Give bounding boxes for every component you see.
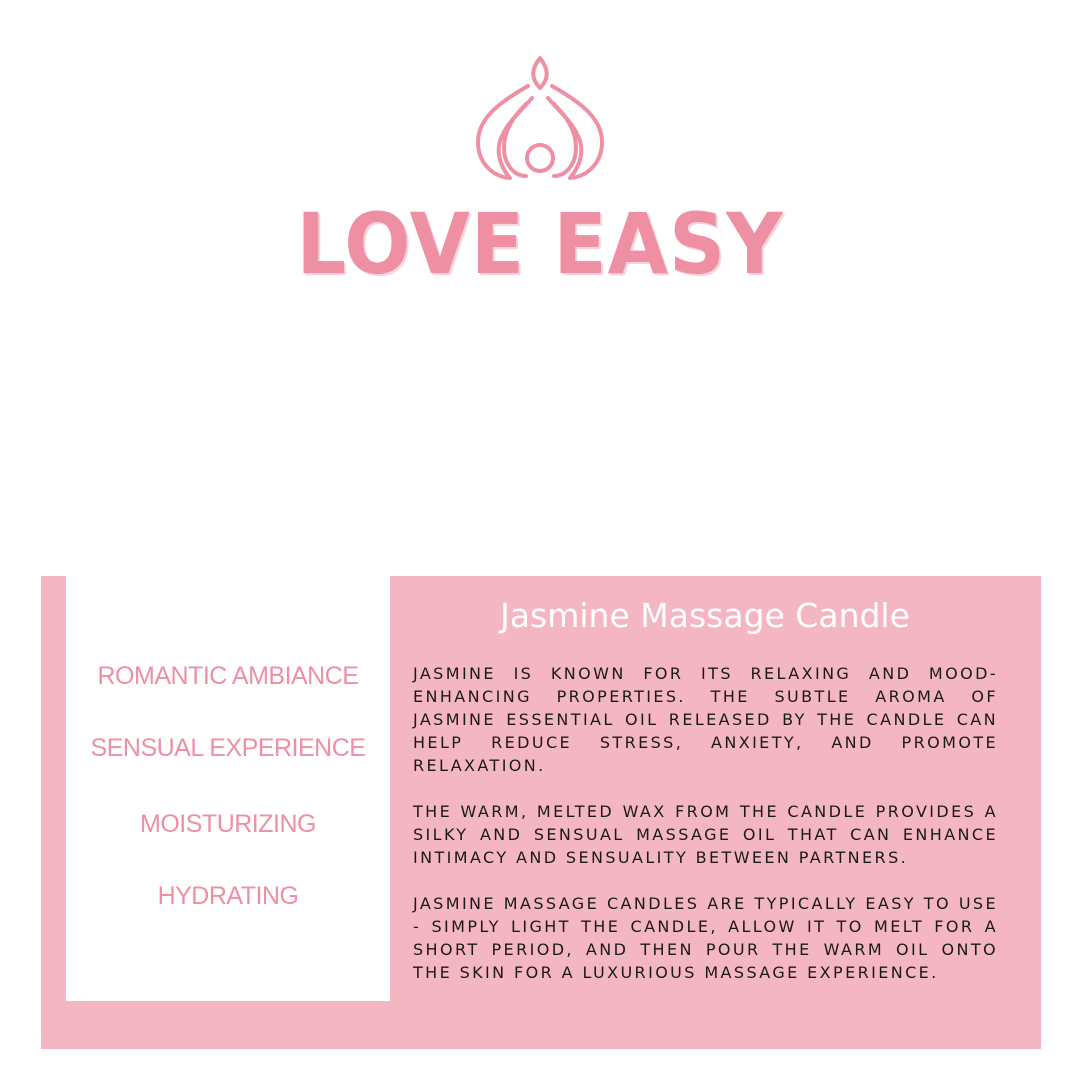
feature-item: SENSUAL EXPERIENCE (90, 734, 366, 762)
feature-item: HYDRATING (157, 882, 299, 910)
description-paragraph: JASMINE MASSAGE CANDLES ARE TYPICALLY EASY TO USE - SIMPLY LIGHT THE CANDLE, ALLOW IT TO MELT FOR A SHORT PERIOD, AND THEN POUR THE WARM OIL ONTO THE SKIN FOR A LUXURIOUS MASSAGE EXPERIENCE. (413, 894, 998, 982)
features-list (66, 576, 390, 1001)
brand-name: LOVE EASY (296, 196, 784, 294)
brand-logo (470, 52, 610, 182)
description-paragraph: JASMINE IS KNOWN FOR ITS RELAXING AND MOOD-ENHANCING PROPERTIES. THE SUBTLE AROMA OF JASMINE ESSENTIAL OIL RELEASED BY THE CANDLE CAN HELP REDUCE STRESS, ANXIETY, AND PROMOTE RELAXATION. (413, 664, 998, 775)
feature-item: MOISTURIZING (140, 810, 316, 838)
product-title: Jasmine Massage Candle (500, 596, 910, 635)
product-description (413, 662, 998, 1007)
description-paragraph: THE WARM, MELTED WAX FROM THE CANDLE PROVIDES A SILKY AND SENSUAL MASSAGE OIL THAT CAN ENHANCE INTIMACY AND SENSUALITY BETWEEN PARTNERS. (413, 802, 998, 867)
feature-item: ROMANTIC AMBIANCE (97, 662, 359, 690)
lotus-flame-icon (470, 52, 610, 182)
